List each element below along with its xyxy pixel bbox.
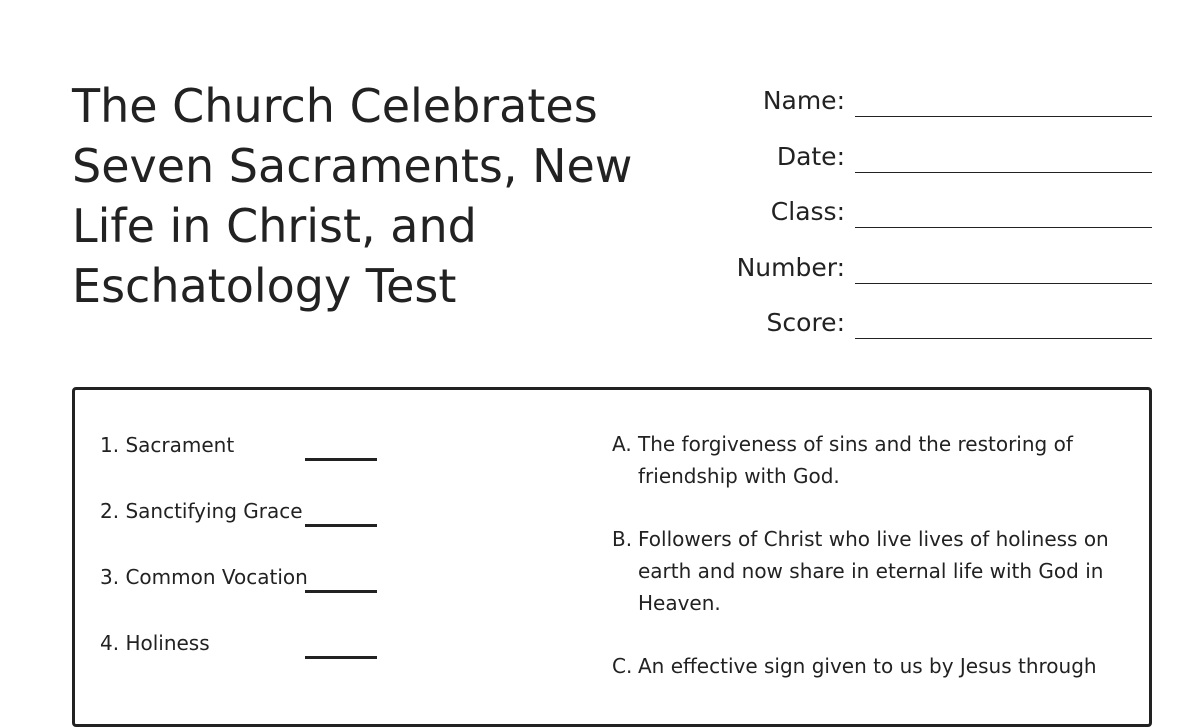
answer-blank[interactable] <box>305 524 377 527</box>
number-blank-line[interactable] <box>855 252 1152 284</box>
number-field-row <box>700 228 1152 284</box>
date-blank-line[interactable] <box>855 141 1152 173</box>
score-blank-line[interactable] <box>855 307 1152 339</box>
matching-question-box <box>72 387 1152 727</box>
term-item <box>100 628 400 694</box>
definition-letter: A. <box>612 432 632 456</box>
answer-blank[interactable] <box>305 458 377 461</box>
definition-item <box>612 428 1112 492</box>
name-blank-line[interactable] <box>855 85 1152 117</box>
class-blank-line[interactable] <box>855 196 1152 228</box>
score-field-row <box>700 284 1152 340</box>
date-field-row <box>700 117 1152 173</box>
term-label: 4. Holiness <box>100 631 210 655</box>
definitions-column <box>612 428 1112 713</box>
terms-column <box>100 430 400 694</box>
answer-blank[interactable] <box>305 656 377 659</box>
definition-text: The forgiveness of sins and the restoring of friendship with God. <box>638 432 1073 488</box>
answer-blank[interactable] <box>305 590 377 593</box>
term-label: 3. Common Vocation <box>100 565 308 589</box>
definition-text: An effective sign given to us by Jesus through <box>638 654 1097 678</box>
class-field-row <box>700 173 1152 229</box>
definition-item <box>612 650 1112 682</box>
name-field-row <box>700 78 1152 117</box>
class-label: Class: <box>770 197 845 226</box>
definition-letter: C. <box>612 654 633 678</box>
term-label: 2. Sanctifying Grace <box>100 499 303 523</box>
term-item <box>100 430 400 496</box>
page-title: The Church Celebrates Seven Sacraments, New Life in Christ, and Eschatology Test <box>72 79 633 313</box>
term-item <box>100 562 400 628</box>
definition-text: Followers of Christ who live lives of holiness on earth and now share in eternal life with God in Heaven. <box>638 527 1109 615</box>
definition-item <box>612 523 1112 619</box>
number-label: Number: <box>736 252 845 282</box>
date-label: Date: <box>776 141 845 171</box>
definition-letter: B. <box>612 527 633 551</box>
score-label: Score: <box>766 308 845 337</box>
student-info-fields <box>700 78 1152 339</box>
term-label: 1. Sacrament <box>100 433 235 457</box>
name-label: Name: <box>762 86 845 115</box>
term-item <box>100 496 400 562</box>
